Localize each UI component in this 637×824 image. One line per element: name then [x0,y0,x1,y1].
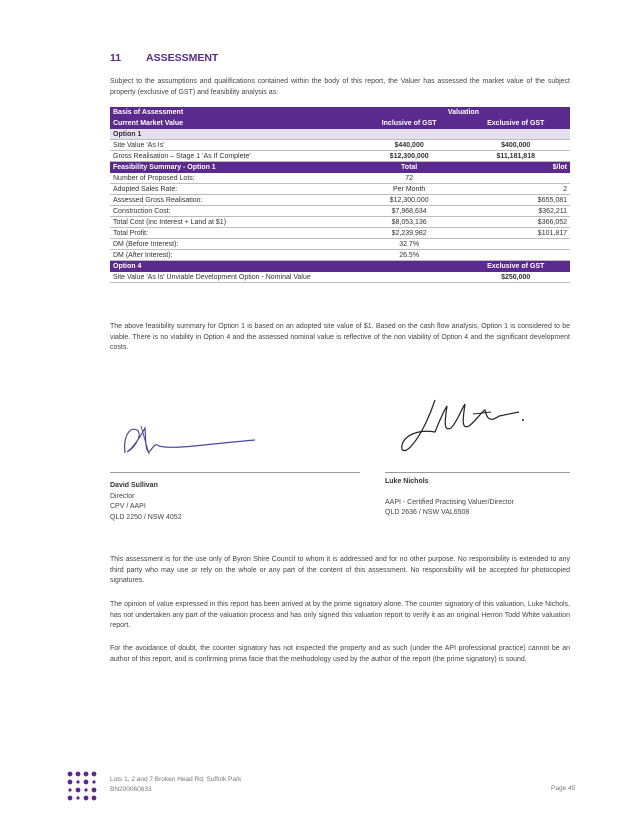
footer-address: Lots 1, 2 and 7 Broken Head Rd, Suffolk Park [110,776,242,783]
row-label: Adopted Sales Rate: [110,184,357,195]
signatory-line: QLD 2636 / NSW VAL6508 [385,509,470,516]
footer [110,775,241,794]
table-row [110,217,570,228]
signature-left [115,418,275,468]
table-row [110,184,570,195]
footer-reference: BN200060633 [110,785,152,793]
signatory-left [110,481,182,523]
signatory-line: Director [110,492,135,500]
row-label: Construction Cost: [110,206,357,217]
row-excl-value: $11,181,818 [461,151,570,162]
table-header-row [110,107,570,118]
row-total: 32.7% [357,239,462,250]
row-total: $7,968,634 [357,206,462,217]
row-excl-value: $400,000 [461,140,570,151]
intro-paragraph: Subject to the assumptions and qualifications contained within the body of this report, the Valuer has assessed the market value of the subject property (exclusive of GST) and feasibility analysis as: [110,78,570,96]
current-mv-label: Current Market Value [110,118,357,129]
row-total: $12,300,000 [357,195,462,206]
row-total: $2,239,982 [357,228,462,239]
disclaimer-paragraph: This assessment is for the use only of Byron Shire Council to whom it is addressed and for no other purpose. No responsibility is extended to any third party who may use or rely on the whole or any part of the content of this assessment. No responsibility will be accepted for photocopied signatures. [110,556,570,584]
row-per-lot: 2 [461,184,570,195]
option1-label: Option 1 [110,129,570,140]
signature-line-right [385,472,570,473]
option4-label: Option 4 [110,261,461,272]
section-title: ASSESSMENT [146,52,219,64]
row-total: 26.5% [357,250,462,261]
row-incl-value: $440,000 [357,140,462,151]
table-row [110,206,570,217]
page-number: Page 45 [551,785,576,792]
signature-right [395,392,530,464]
section-heading [110,52,218,64]
signatory-line: AAPI - Certified Practising Valuer/Director [385,498,515,506]
option4-row-label: Site Value 'As Is' Unviable Development Option - Nominal Value [110,272,461,283]
row-per-lot [461,239,570,250]
table-row [110,250,570,261]
row-total: $8,053,136 [357,217,462,228]
signature-line-left [110,472,360,473]
disclaimer-paragraph: For the avoidance of doubt, the counter signatory has not inspected the property and as such (under the API professional practice) cannot be an author of this report, and is confirming prima facie that the methodology used by the author of the report (the prime signatory) is sound. [110,645,570,663]
row-label: DM (After Interest): [110,250,357,261]
row-total: Per Month [357,184,462,195]
row-per-lot: $101,817 [461,228,570,239]
table-row [110,272,570,283]
table-row [110,173,570,184]
row-per-lot [461,173,570,184]
row-label: Total Cost (inc Interest + Land at $1) [110,217,357,228]
signatory-right [385,477,514,519]
row-per-lot: $362,211 [461,206,570,217]
table-row [110,239,570,250]
signatory-line: CPV / AAPI [110,503,146,510]
incl-gst-label: Inclusive of GST [357,118,462,129]
option1-row [110,129,570,140]
signatory-line: QLD 2250 / NSW 4052 [110,513,182,521]
company-logo-icon [66,770,102,806]
row-label: Gross Realisation – Stage 1 'As If Complete' [110,151,357,162]
disclaimer-paragraph: The opinion of value expressed in this report has been arrived at by the prime signatory alone. The counter signatory of this valuation, Luke Nichols, has not undertaken any part of the valuation process and has only signed this valuation report to verify it as an original Herron Todd White valuation report. [110,601,570,629]
row-per-lot: $366,052 [461,217,570,228]
table-row [110,228,570,239]
option4-header-row [110,261,570,272]
feasibility-label: Feasibility Summary - Option 1 [110,162,357,173]
table-row [110,151,570,162]
section-number: 11 [110,52,122,64]
signatory-name: Luke Nichols [385,478,429,485]
per-lot-label: $/lot [461,162,570,173]
signatory-name: David Sullivan [110,482,158,489]
total-label: Total [357,162,462,173]
summary-paragraph: The above feasibility summary for Option 1 is based on an adopted site value of $1. Based on the cash flow analysis, Option 1 is considered to be viable. There is no viability in Option 4 and the assessed nominal value is reflective of the non viability of Option 4 and the significant development costs. [110,323,570,351]
valuation-table [110,107,570,283]
row-per-lot: $655,081 [461,195,570,206]
row-label: Site Value 'As Is' [110,140,357,151]
option4-excl-label: Exclusive of GST [461,261,570,272]
row-label: Number of Proposed Lots: [110,173,357,184]
excl-gst-label: Exclusive of GST [461,118,570,129]
basis-label: Basis of Assessment [110,107,357,118]
row-per-lot [461,250,570,261]
row-label: DM (Before Interest): [110,239,357,250]
valuation-label: Valuation [357,107,570,118]
row-incl-value: $12,300,000 [357,151,462,162]
table-subheader-row [110,118,570,129]
row-total: 72 [357,173,462,184]
row-label: Assessed Gross Realisation: [110,195,357,206]
table-row [110,195,570,206]
table-row [110,140,570,151]
row-label: Total Profit: [110,228,357,239]
feasibility-header-row [110,162,570,173]
option4-row-value: $250,000 [461,272,570,283]
